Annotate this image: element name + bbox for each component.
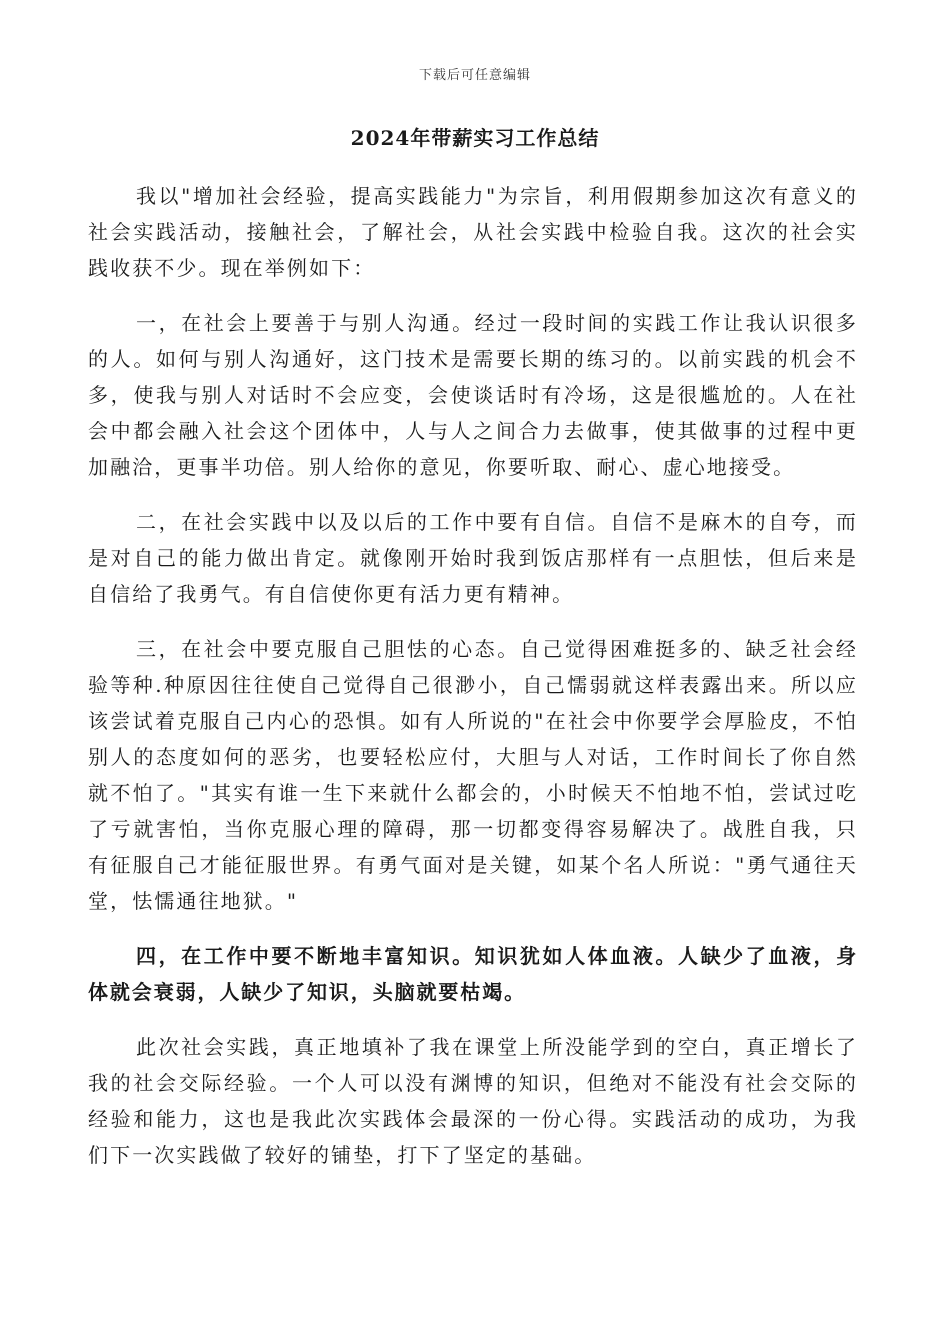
document-body — [88, 178, 858, 1192]
paragraph-conclusion: 此次社会实践，真正地填补了我在课堂上所没能学到的空白，真正增长了我的社会交际经验。一个人可以没有渊博的知识，但绝对不能没有社会交际的经验和能力，这也是我此次实践体会最深的一份心得。实践活动的成功，为我们下一次实践做了较好的铺垫，打下了坚定的基础。 — [88, 1035, 858, 1167]
paragraph-communication: 一，在社会上要善于与别人沟通。经过一段时间的实践工作让我认识很多的人。如何与别人沟通好，这门技术是需要长期的练习的。以前实践的机会不多，使我与别人对话时不会应变，会使谈话时有冷场，这是很尴尬的。人在社会中都会融入社会这个团体中，人与人之间合力去做事，使其做事的过程中更加融洽，更事半功倍。别人给你的意见，你要听取、耐心、虚心地接受。 — [88, 311, 858, 479]
header-note: 下载后可任意编辑 — [418, 68, 531, 83]
paragraph-knowledge: 四，在工作中要不断地丰富知识。知识犹如人体血液。人缺少了血液，身体就会衰弱，人缺少了知识，头脑就要枯竭。 — [88, 944, 858, 1004]
document-title: 2024年带薪实习工作总结 — [350, 126, 600, 150]
paragraph-overcome-timidity: 三，在社会中要克服自己胆怯的心态。自己觉得困难挺多的、缺乏社会经验等种.种原因往往使自己觉得自己很渺小，自己懦弱就这样表露出来。所以应该尝试着克服自己内心的恐惧。如有人所说的"在社会中你要学会厚脸皮，不怕别人的态度如何的恶劣，也要轻松应付，大胆与人对话，工作时间长了你自然就不怕了。"其实有谁一生下来就什么都会的，小时候天不怕地不怕，尝试过吃了亏就害怕，当你克服心理的障碍，那一切都变得容易解决了。战胜自我，只有征服自己才能征服世界。有勇气面对是关键，如某个名人所说："勇气通往天堂，怯懦通往地狱。" — [88, 637, 858, 913]
paragraph-confidence: 二，在社会实践中以及以后的工作中要有自信。自信不是麻木的自夸，而是对自己的能力做出肯定。就像刚开始时我到饭店那样有一点胆怯，但后来是自信给了我勇气。有自信使你更有活力更有精神。 — [88, 510, 858, 606]
paragraph-intro: 我以"增加社会经验，提高实践能力"为宗旨，利用假期参加这次有意义的社会实践活动，接触社会，了解社会，从社会实践中检验自我。这次的社会实践收获不少。现在举例如下： — [88, 184, 858, 280]
